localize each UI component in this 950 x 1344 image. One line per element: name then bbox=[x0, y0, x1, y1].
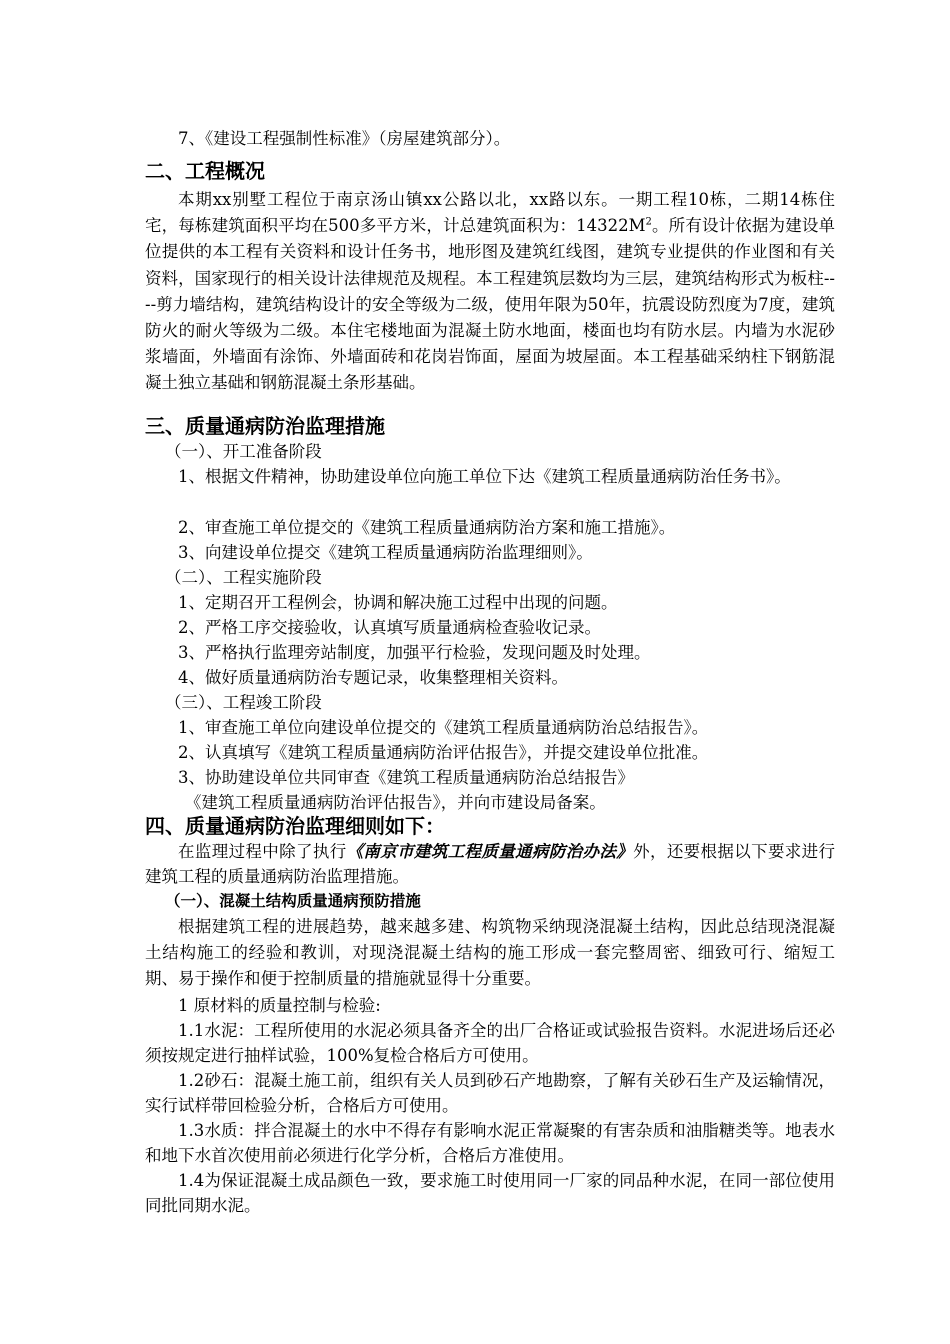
completion-item-3-cont: 《建筑工程质量通病防治评估报告》，并向市建设局备案。 bbox=[185, 793, 606, 812]
materials-water: 1.3水质：拌合混凝土的水中不得存有影响水泥正常凝聚的有害杂质和油脂糖类等。地表水和地下水首次使用前必须进行化学分析，合格后方准使用。 bbox=[145, 1121, 835, 1165]
overview-paragraph bbox=[145, 187, 835, 397]
completion-item-3: 3、协助建设单位共同审查《建筑工程质量通病防治总结报告》 bbox=[178, 768, 634, 787]
overview-text-end: 。所有设计依据为建设单位提供的本工程有关资料和设计任务书，地形图及建筑红线图，建筑专业提供的作业图和有关资料，国家现行的相关设计法律规范及规程。本工程建筑层数均为三层，建筑结构形式为板柱----剪力墙结构，建筑结构设计的安全等级为二级，使用年限为50年，抗震设防烈度为7度，建筑防火的耐火等级为二级。本住宅楼地面为混凝土防水地面，楼面也均有防水层。内墙为水泥砂浆墙面，外墙面有涂饰、外墙面砖和花岗岩饰面，屋面为坡屋面。本工程基础采纳柱下钢筋混凝土独立基础和钢筋混凝土条形基础。 bbox=[145, 216, 835, 393]
impl-item-1: 1、定期召开工程例会，协调和解决施工过程中出现的问题。 bbox=[178, 593, 618, 612]
section-heading-measures: 三、质量通病防治监理措施 bbox=[145, 414, 385, 438]
std-item-7: 7、《建设工程强制性标准》（房屋建筑部分）。 bbox=[178, 129, 511, 148]
overview-text: 本期xx别墅工程位于南京汤山镇xx公路以北，xx路以东。一期工程10栋，二期14栋住宅，每栋建筑面积平均在500多平方米，计总建筑面积为：14322M bbox=[145, 190, 835, 236]
prep-item-1: 1、根据文件精神，协助建设单位向施工单位下达《建筑工程质量通病防治任务书》。 bbox=[178, 467, 791, 486]
section-heading-rules: 四、质量通病防治监理细则如下： bbox=[145, 814, 445, 838]
overview-superscript: 2 bbox=[645, 216, 652, 228]
completion-item-2: 2、认真填写《建筑工程质量通病防治评估报告》，并提交建设单位批准。 bbox=[178, 743, 709, 762]
stage-heading-implementation: （二）、工程实施阶段 bbox=[165, 568, 322, 587]
impl-item-4: 4、做好质量通病防治专题记录，收集整理相关资料。 bbox=[178, 668, 568, 687]
section-heading-overview: 二、工程概况 bbox=[145, 159, 265, 183]
impl-item-3: 3、严格执行监理旁站制度，加强平行检验，发现问题及时处理。 bbox=[178, 643, 651, 662]
rules-intro-c: 外，还要根据以下要求进行建筑工程的质量通病防治监理措施。 bbox=[145, 842, 836, 886]
rules-intro-regulation: 《南京市建筑工程质量通病防治办法》 bbox=[346, 842, 634, 861]
prep-item-3: 3、向建设单位提交《建筑工程质量通病防治监理细则》。 bbox=[178, 543, 593, 562]
rules-intro-a: 在监理过程中除了执行 bbox=[178, 842, 347, 861]
stage-heading-prep: （一）、开工准备阶段 bbox=[165, 442, 322, 461]
materials-cement: 1.1水泥：工程所使用的水泥必须具备齐全的出厂合格证或试验报告资料。水泥进场后还必须按规定进行抽样试验，100%复检合格后方可使用。 bbox=[145, 1021, 835, 1065]
subheading-concrete: （一）、混凝土结构质量通病预防措施 bbox=[165, 892, 421, 910]
stage-heading-completion: （三）、工程竣工阶段 bbox=[165, 693, 322, 712]
materials-color: 1.4为保证混凝土成品颜色一致，要求施工时使用同一厂家的同品种水泥，在同一部位使用同批同期水泥。 bbox=[145, 1171, 835, 1215]
materials-sand: 1.2砂石：混凝土施工前，组织有关人员到砂石产地勘察，了解有关砂石生产及运输情况，实行试样带回检验分析，合格后方可使用。 bbox=[145, 1071, 835, 1115]
rules-intro bbox=[145, 839, 835, 889]
materials-heading: 1 原材料的质量控制与检验: bbox=[178, 996, 381, 1015]
prep-item-2: 2、审查施工单位提交的《建筑工程质量通病防治方案和施工措施》。 bbox=[178, 518, 676, 537]
completion-item-1: 1、审查施工单位向建设单位提交的《建筑工程质量通病防治总结报告》。 bbox=[178, 718, 709, 737]
impl-item-2: 2、严格工序交接验收，认真填写质量通病检查验收记录。 bbox=[178, 618, 601, 637]
concrete-intro: 根据建筑工程的进展趋势，越来越多建、构筑物采纳现浇混凝土结构，因此总结现浇混凝土结构施工的经验和教训，对现浇混凝土结构的施工形成一套完整周密、细致可行、缩短工期、易于操作和便于控制质量的措施就显得十分重要。 bbox=[145, 917, 835, 988]
